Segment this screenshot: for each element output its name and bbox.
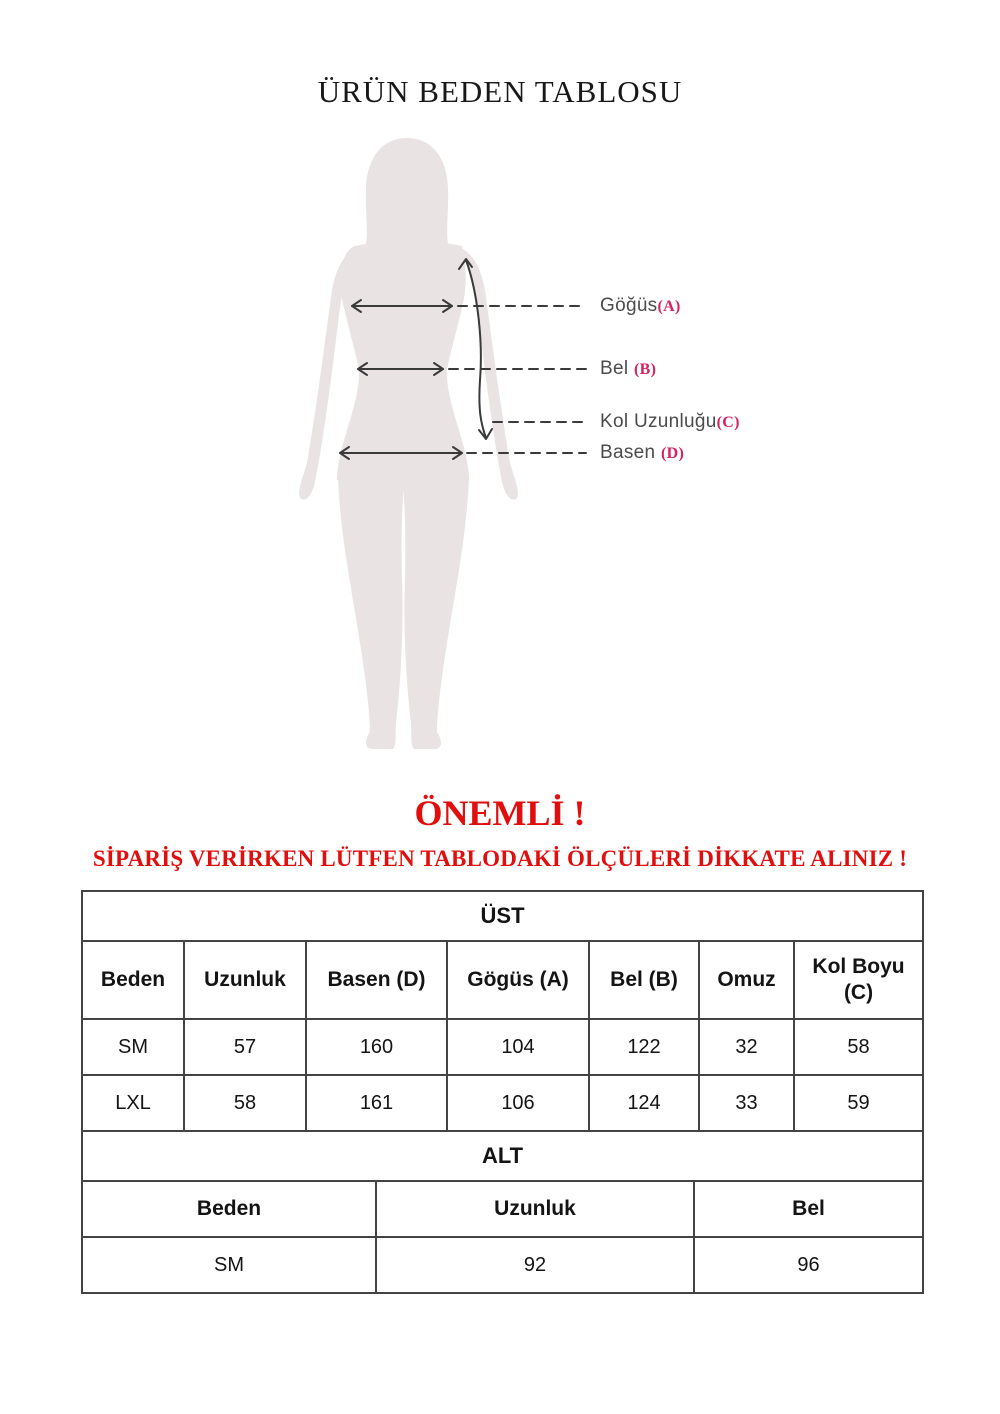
table-cell: 92 xyxy=(376,1237,694,1293)
table-cell: LXL xyxy=(82,1075,184,1131)
column-header: Beden xyxy=(82,941,184,1019)
table-row-sm-alt xyxy=(82,1237,923,1293)
body-diagram-svg xyxy=(0,118,1000,778)
table-row-sm xyxy=(82,1019,923,1075)
measurement-letter: (B) xyxy=(633,361,657,378)
body-measurement-diagram xyxy=(0,118,1000,778)
measurement-label-arm-length xyxy=(600,410,740,434)
table-cell: 160 xyxy=(306,1019,447,1075)
size-table-alt xyxy=(81,1130,924,1294)
column-header: Basen (D) xyxy=(306,941,447,1019)
measurement-letter: (C) xyxy=(716,414,740,431)
silhouette-left-leg xyxy=(338,476,405,749)
measurement-label-hip xyxy=(600,441,684,465)
measurement-letter: (D) xyxy=(660,445,685,462)
silhouette-right-arm xyxy=(461,248,518,500)
table-cell: 161 xyxy=(306,1075,447,1131)
table-cell: 57 xyxy=(184,1019,306,1075)
table-cell: 96 xyxy=(694,1237,923,1293)
column-header: Uzunluk xyxy=(184,941,306,1019)
warning-heading: ÖNEMLİ ! xyxy=(414,793,586,833)
table-cell: 58 xyxy=(184,1075,306,1131)
measurement-label-text: Bel xyxy=(600,358,629,379)
measurement-label-bust xyxy=(600,294,681,318)
column-header: Beden xyxy=(82,1181,376,1237)
table-cell: 59 xyxy=(794,1075,923,1131)
table-cell: 33 xyxy=(699,1075,794,1131)
section-title-alt: ALT xyxy=(82,1131,923,1181)
table-cell: 32 xyxy=(699,1019,794,1075)
column-header: Gögüs (A) xyxy=(447,941,589,1019)
measurement-letter: (A) xyxy=(657,298,681,315)
table-cell: SM xyxy=(82,1019,184,1075)
column-header: Omuz xyxy=(699,941,794,1019)
table-cell: SM xyxy=(82,1237,376,1293)
warning-subheading: SİPARİŞ VERİRKEN LÜTFEN TABLODAKİ ÖLÇÜLERİ DİKKATE ALINIZ ! xyxy=(92,846,908,871)
size-tables xyxy=(81,890,922,1294)
table-cell: 106 xyxy=(447,1075,589,1131)
column-header: Bel xyxy=(694,1181,923,1237)
size-table-ust xyxy=(81,890,924,1132)
table-cell: 122 xyxy=(589,1019,699,1075)
silhouette-torso xyxy=(337,241,469,480)
measurement-label-text: Kol Uzunluğu xyxy=(600,411,717,432)
section-title-ust: ÜST xyxy=(82,891,923,941)
column-header: Bel (B) xyxy=(589,941,699,1019)
table-cell: 124 xyxy=(589,1075,699,1131)
column-header: Kol Boyu (C) xyxy=(794,941,923,1019)
warning-section xyxy=(0,792,1000,872)
measurement-label-waist xyxy=(600,357,656,381)
table-row-lxl xyxy=(82,1075,923,1131)
body-silhouette xyxy=(299,138,518,749)
table-cell: 58 xyxy=(794,1019,923,1075)
page-title: ÜRÜN BEDEN TABLOSU xyxy=(317,74,683,109)
table-cell: 104 xyxy=(447,1019,589,1075)
silhouette-right-leg xyxy=(402,476,469,749)
measurement-label-text: Basen xyxy=(600,442,656,463)
measurement-label-text: Göğüs xyxy=(600,295,658,316)
column-header: Uzunluk xyxy=(376,1181,694,1237)
